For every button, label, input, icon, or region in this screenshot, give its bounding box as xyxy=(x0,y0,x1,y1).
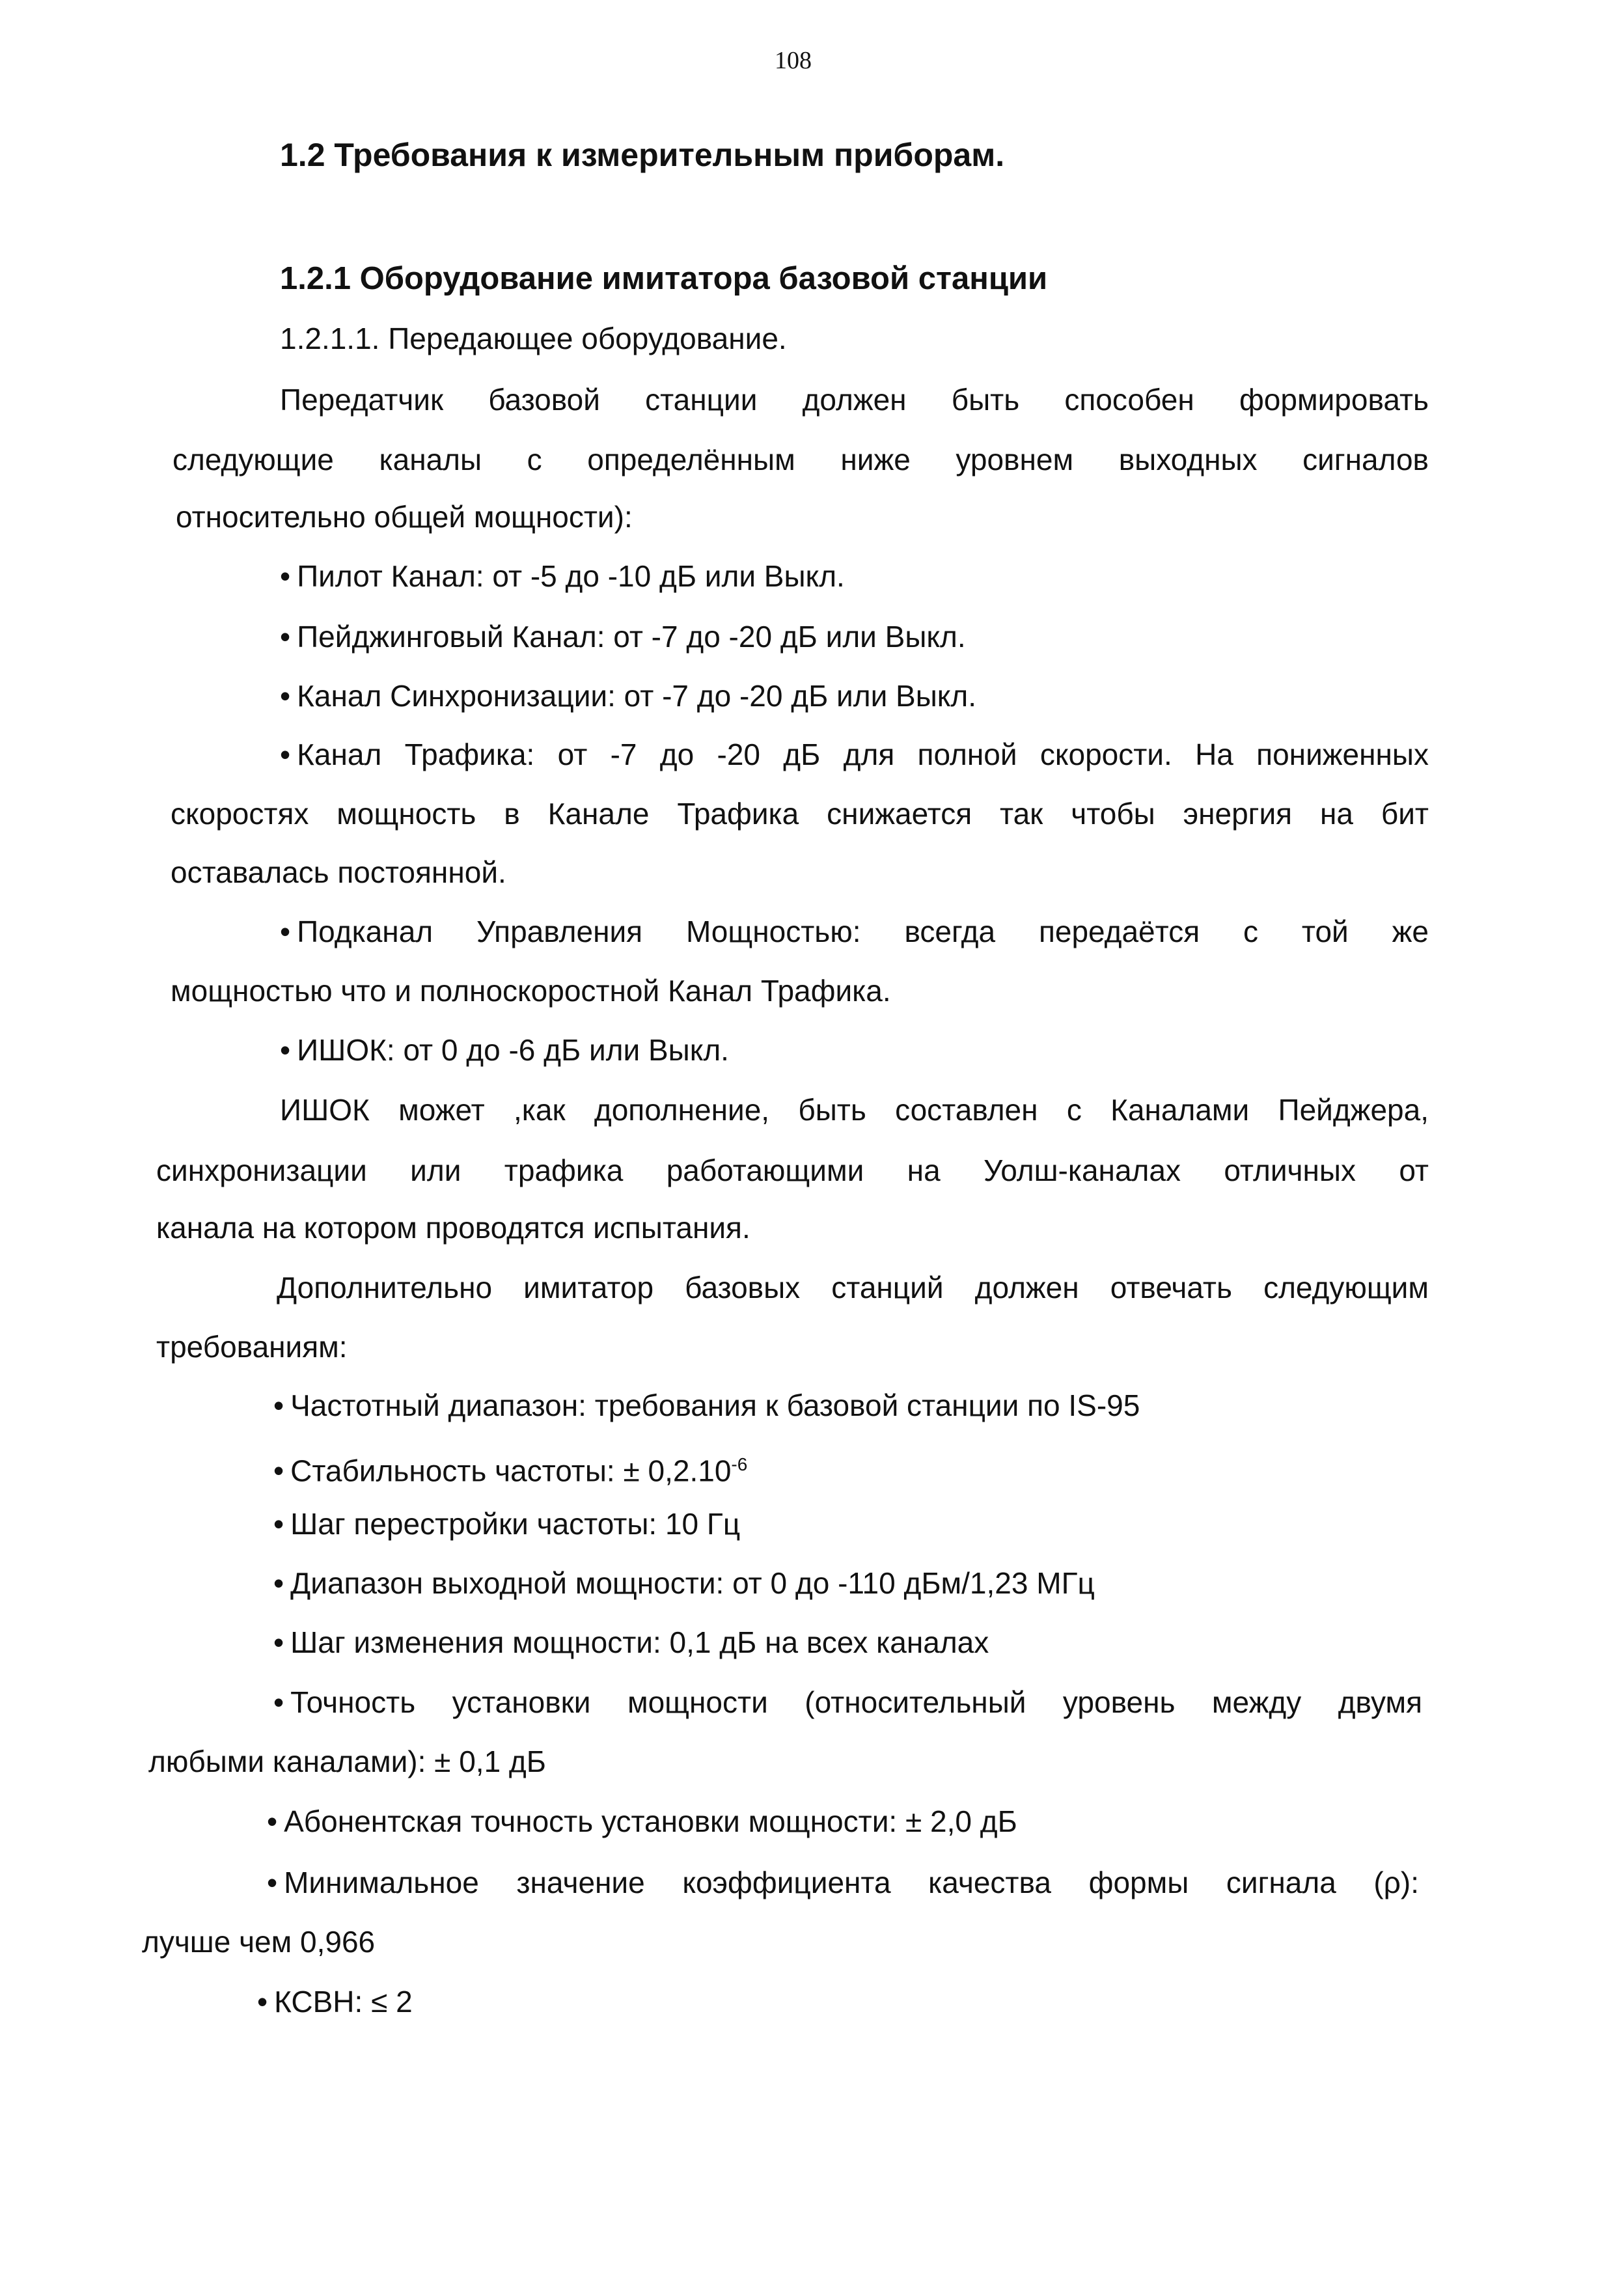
list-item xyxy=(280,736,1429,773)
list-item-text: Шаг перестройки частоты: 10 Гц xyxy=(290,1507,741,1541)
paragraph-line: Дополнительно имитатор базовых станций должен отвечать следующим xyxy=(277,1271,1429,1304)
list-item-continuation: скоростях мощность в Канале Трафика снижается так чтобы энергия на бит xyxy=(171,797,1429,831)
paragraph-line: относительно общей мощности): xyxy=(176,500,633,534)
list-item-continuation: лучше чем 0,966 xyxy=(142,1925,376,1959)
paragraph-line: следующие каналы с определённым ниже уровнем выходных сигналов xyxy=(172,443,1429,476)
list-item-text: Частотный диапазон: требования к базовой станции по IS-95 xyxy=(290,1388,1140,1422)
list-item-continuation: любыми каналами): ± 0,1 дБ xyxy=(148,1745,546,1778)
bullet-icon: • xyxy=(280,559,291,593)
bullet-icon: • xyxy=(273,1454,284,1488)
list-item xyxy=(273,1506,740,1542)
list-item-text: Пилот Канал: от -5 до -10 дБ или Выкл. xyxy=(297,559,845,593)
list-item-text: Точность установки мощности (относительный уровень между двумя xyxy=(290,1685,1422,1719)
paragraph-line: ИШОК может ,как дополнение, быть составлен с Каналами Пейджера, xyxy=(280,1093,1429,1127)
page-number: 108 xyxy=(775,47,812,74)
paragraph-line: Передатчик базовой станции должен быть способен формировать xyxy=(280,383,1429,417)
subsection-heading: 1.2.1 Оборудование имитатора базовой станции xyxy=(280,261,1048,296)
bullet-icon: • xyxy=(257,1985,268,2019)
list-item xyxy=(273,1446,747,1489)
list-item xyxy=(273,1684,1422,1720)
list-item-text: Стабильность частоты: ± 0,2.10 xyxy=(290,1454,732,1488)
bullet-icon: • xyxy=(273,1566,284,1600)
list-item xyxy=(280,913,1429,950)
list-item-continuation: мощностью что и полноскоростной Канал Трафика. xyxy=(171,974,891,1008)
list-item-text: ИШОК: от 0 до -6 дБ или Выкл. xyxy=(297,1033,729,1067)
list-item xyxy=(267,1803,1017,1840)
bullet-icon: • xyxy=(273,1685,284,1719)
list-item xyxy=(280,678,976,714)
list-item-text: Канал Трафика: от -7 до -20 дБ для полной скорости. На пониженных xyxy=(297,738,1429,771)
list-item xyxy=(273,1624,989,1661)
list-item xyxy=(280,1032,729,1068)
bullet-icon: • xyxy=(280,738,291,771)
bullet-icon: • xyxy=(273,1507,284,1541)
list-item xyxy=(267,1864,1419,1901)
subsubsection-heading: 1.2.1.1. Передающее оборудование. xyxy=(280,322,787,355)
list-item xyxy=(280,618,966,655)
bullet-icon: • xyxy=(267,1804,278,1838)
bullet-icon: • xyxy=(280,1033,291,1067)
list-item-continuation: оставалась постоянной. xyxy=(171,855,506,889)
list-item-text: Абонентская точность установки мощности: ± 2,0 дБ xyxy=(284,1804,1017,1838)
bullet-icon: • xyxy=(273,1388,284,1422)
list-item xyxy=(273,1387,1140,1424)
list-item-text: Минимальное значение коэффициента качества формы сигнала (ρ): xyxy=(284,1866,1419,1899)
section-heading: 1.2 Требования к измерительным приборам. xyxy=(280,137,1005,173)
bullet-icon: • xyxy=(280,915,291,948)
bullet-icon: • xyxy=(280,679,291,713)
list-item xyxy=(280,558,845,594)
list-item xyxy=(257,1983,413,2020)
bullet-icon: • xyxy=(267,1866,278,1899)
paragraph-line: требованиям: xyxy=(156,1330,348,1364)
list-item-text: КСВН: ≤ 2 xyxy=(274,1985,413,2019)
bullet-icon: • xyxy=(280,620,291,654)
list-item-text: Канал Синхронизации: от -7 до -20 дБ или Выкл. xyxy=(297,679,977,713)
list-item-text: Пейджинговый Канал: от -7 до -20 дБ или Выкл. xyxy=(297,620,966,654)
list-item-text: Подканал Управления Мощностью: всегда передаётся с той же xyxy=(297,915,1429,948)
paragraph-line: синхронизации или трафика работающими на Уолш-каналах отличных от xyxy=(156,1153,1429,1187)
paragraph-line: канала на котором проводятся испытания. xyxy=(156,1211,750,1245)
list-item-text: Шаг изменения мощности: 0,1 дБ на всех каналах xyxy=(290,1625,989,1659)
list-item-text: Диапазон выходной мощности: от 0 до -110 дБм/1,23 МГц xyxy=(290,1566,1095,1600)
list-item xyxy=(273,1565,1095,1601)
superscript-exponent: -6 xyxy=(731,1454,748,1474)
bullet-icon: • xyxy=(273,1625,284,1659)
